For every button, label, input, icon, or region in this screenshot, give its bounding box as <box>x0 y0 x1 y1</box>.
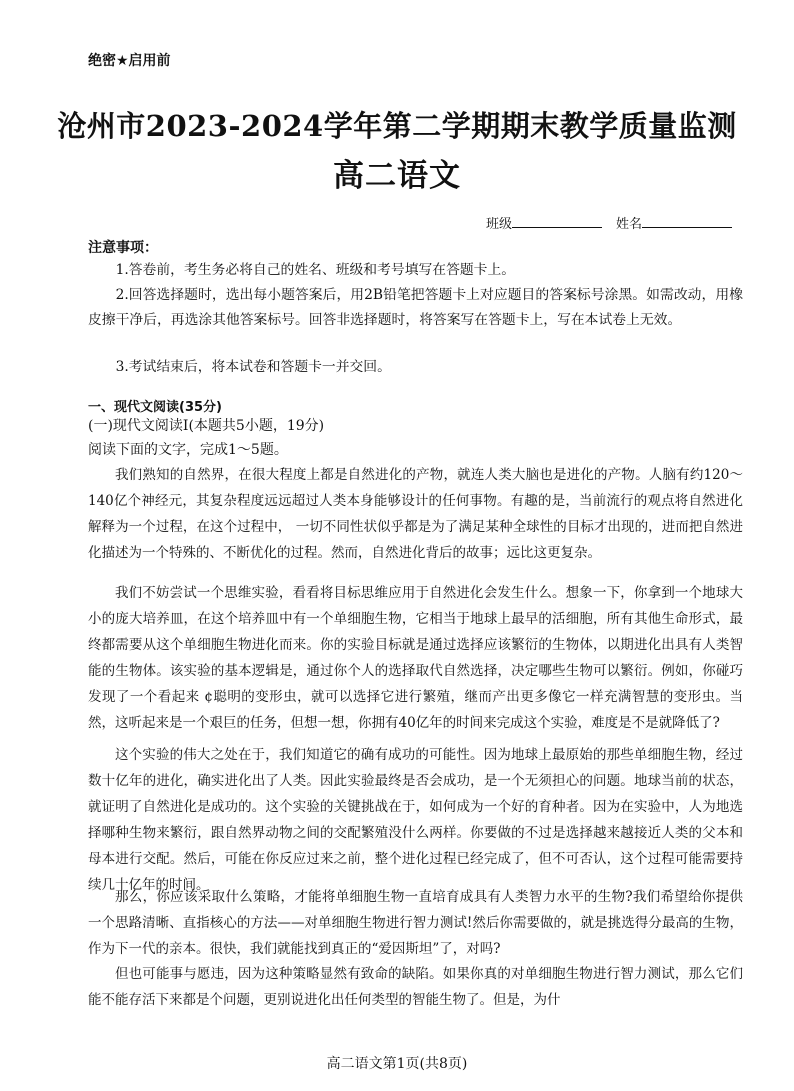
passage-paragraph-1: 我们熟知的自然界，在很大程度上都是自然进化的产物，就连人类大脑也是进化的产物。人脑有约120～140亿个神经元，其复杂程度远远超过人类本身能够设计的任何事物。有趣的是，当前流行的观点将自然进化解释为一个过程，在这个过程中， 一切不同性状似乎都是为了满足某种全球性的目标才出现的，进而把自然进化描述为一个特殊的、不断优化的过程。然而，自然进化背后的故事；远比这更复杂。 <box>88 467 743 561</box>
class-label: 班级 <box>485 217 512 232</box>
confidential-label: 绝密★启用前 <box>88 53 171 69</box>
passage-paragraph-3: 这个实验的伟大之处在于，我们知道它的确有成功的可能性。因为地球上最原始的那些单细胞生物，经过数十亿年的进化，确实进化出了人类。因此实验最终是否会成功，是一个无须担心的问题。地球当前的状态，就证明了自然进化是成功的。这个实验的关键挑战在于，如何成为一个好的育种者。因为在实验中，人为地选择哪种生物来繁衍，跟自然界动物之间的交配繁殖没什么两样。你要做的不过是选择越来越接近人类的父本和母本进行交配。然后，可能在你反应过来之前，整个进化过程已经完成了，但不可否认，这个过程可能需要持续几十亿年的时间。 <box>88 747 743 893</box>
notice-item-1: 1.答卷前，考生务必将自己的姓名、班级和考号填写在答题卡上。 <box>115 262 516 278</box>
notice-item-2: 2.回答选择题时，选出每小题答案后，用2B铅笔把答题卡上对应题目的答案标号涂黑。如需改动，用橡皮擦干净后，再选涂其他答案标号。回答非选择题时，将答案写在答题卡上，写在本试卷上无效。 <box>88 287 743 328</box>
passage-paragraph-2: 我们不妨尝试一个思维实验，看看将目标思维应用于自然进化会发生什么。想象一下，你拿到一个地球大小的庞大培养皿，在这个培养皿中有一个单细胞生物，它相当于地球上最早的活细胞，所有其他生命形式，最终都需要从这个单细胞生物进化而来。你的实验目标就是通过选择应该繁衍的生物体，以期进化出具有人类智能的生物体。该实验的基本逻辑是，通过你个人的选择取代自然选择，决定哪些生物可以繁衍。例如，你碰巧发现了一个看起来 ¢聪明的变形虫，就可以选择它进行繁殖，继而产出更多像它一样充满智慧的变形虫。当然，这听起来是一个艰巨的任务，但想一想，你拥有40亿年的时间来完成这个实验，难度是不是就降低了? <box>88 585 743 731</box>
subject-title: 高二语文 <box>333 158 461 194</box>
student-info-row <box>486 213 732 232</box>
section-heading: 一、现代文阅读(35分) <box>88 400 222 415</box>
name-blank <box>642 215 732 228</box>
passage-paragraph-5: 但也可能事与愿违，因为这种策略显然有致命的缺陷。如果你真的对单细胞生物进行智力测试，那么它们能不能存活下来都是个问题，更别说进化出任何类型的智能生物了。但是，为什 <box>88 966 743 1008</box>
sub-section-heading: (一)现代文阅读I(本题共5小题，19分) <box>88 418 325 434</box>
page-footer: 高二语文第1页(共8页) <box>326 1056 468 1072</box>
reading-instruction: 阅读下面的文字，完成1～5题。 <box>88 442 288 458</box>
notice-heading: 注意事项： <box>88 240 158 256</box>
class-blank <box>512 215 602 228</box>
passage-paragraph-4: 那么，你应该采取什么策略，才能将单细胞生物一直培育成具有人类智力水平的生物?我们希望给你提供一个思路清晰、直指核心的方法——对单细胞生物进行智力测试!然后你需要做的，就是挑选得分最高的生物，作为下一代的亲本。很快，我们就能找到真正的“爱因斯坦”了，对吗? <box>88 889 743 957</box>
name-label: 姓名 <box>615 217 642 232</box>
exam-title: 沧州市2023-2024学年第二学期期末教学质量监测 <box>57 109 737 143</box>
notice-item-3: 3.考试结束后，将本试卷和答题卡一并交回。 <box>115 359 391 375</box>
